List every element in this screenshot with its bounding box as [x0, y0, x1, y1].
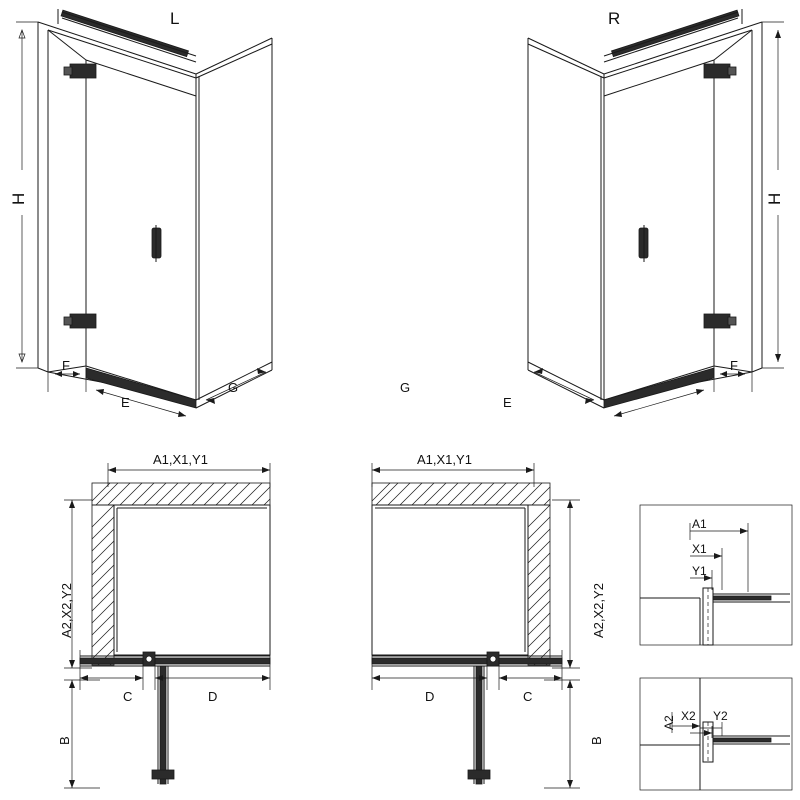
plan-left-top-chain: A1,X1,Y1 [153, 452, 208, 467]
dim-front-left: F [62, 358, 70, 373]
iso-left-title: L [170, 9, 180, 28]
plan-right-top-chain: A1,X1,Y1 [417, 452, 472, 467]
iso-view-right [528, 9, 784, 417]
detail-label-y2: Y2 [713, 709, 728, 723]
dim-side-left: G [228, 380, 239, 395]
plan-left-swing-dim: B [57, 736, 72, 745]
detail-label-y1: Y1 [692, 564, 707, 578]
detail-label-x1: X1 [692, 542, 707, 556]
plan-left-seg-c: C [123, 689, 133, 704]
dim-height-right: H [765, 192, 784, 205]
detail-label-a2: A2 [662, 715, 676, 730]
dim-front-right: F [730, 358, 738, 373]
plan-right-side-chain: A2,X2,Y2 [591, 583, 606, 638]
plan-right-seg-c: C [523, 689, 533, 704]
detail-label-x2: X2 [681, 709, 696, 723]
plan-view-left [64, 463, 270, 788]
plan-right-seg-d: D [425, 689, 435, 704]
detail-view-bottom [640, 678, 792, 790]
dim-side-right: G [400, 380, 411, 395]
iso-right-title: R [608, 9, 621, 28]
detail-view-top [640, 505, 792, 645]
plan-view-right [372, 463, 580, 788]
dim-entry-right: E [503, 395, 512, 410]
dim-height-left: H [9, 192, 28, 205]
detail-label-a1: A1 [692, 517, 707, 531]
dim-entry-left: E [121, 395, 130, 410]
iso-view-left [16, 9, 272, 417]
plan-right-swing-dim: B [589, 736, 604, 745]
plan-left-side-chain: A2,X2,Y2 [59, 583, 74, 638]
plan-left-seg-d: D [208, 689, 218, 704]
